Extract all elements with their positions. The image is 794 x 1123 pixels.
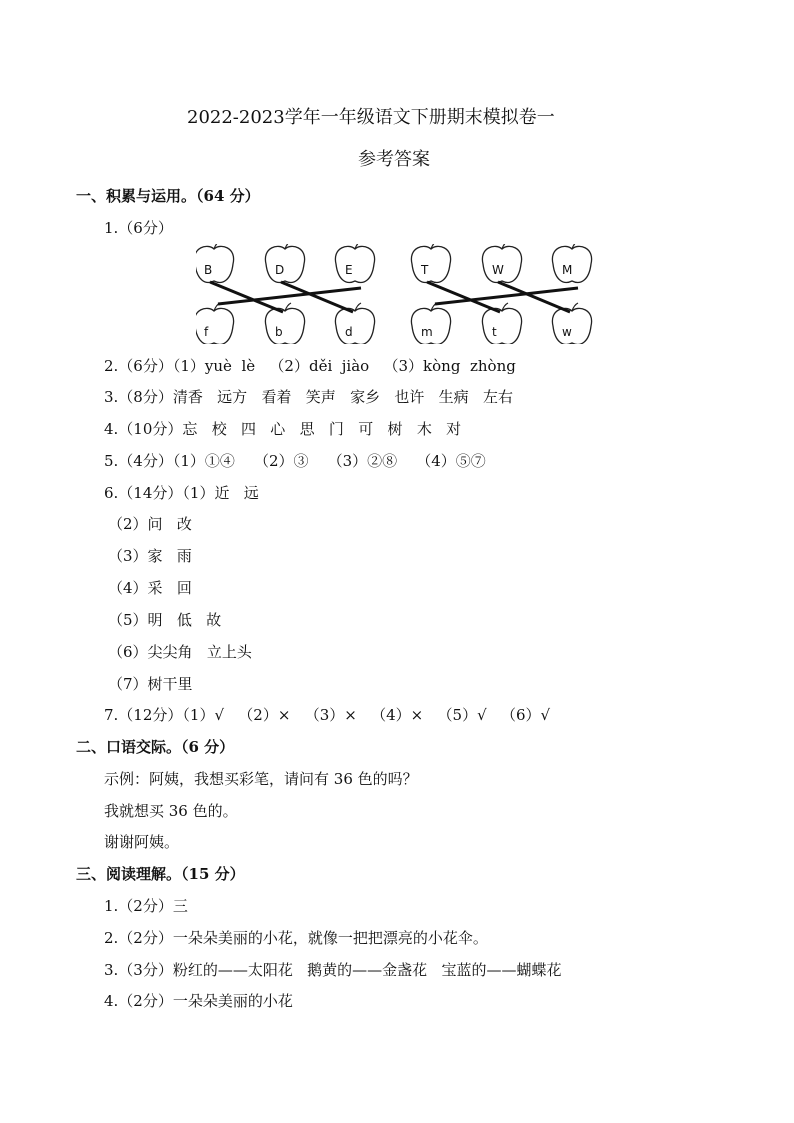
match-line-5	[435, 288, 578, 304]
apple-bottom-4	[482, 303, 521, 344]
apple-top-4	[482, 244, 521, 282]
section-3-heading: 三、阅读理解。（15 分）	[76, 865, 245, 883]
apple-letter: W	[492, 263, 504, 277]
q6-part-6: （6）尖尖角 立上头	[108, 643, 252, 661]
apple-top-3	[411, 244, 450, 282]
q6-part-4: （4）采 回	[108, 579, 192, 597]
q6-part-7: （7）树干里	[108, 675, 193, 693]
reading-q2-answer: 2.（2分）一朵朵美丽的小花，就像一把把漂亮的小花伞。	[104, 929, 488, 947]
apple-bottom-1	[265, 303, 304, 344]
apple-letter: w	[562, 325, 572, 339]
reading-q3-answer: 3.（3分）粉红的——太阳花 鹅黄的——金盏花 宝蓝的——蝴蝶花	[104, 961, 562, 979]
apple-letter: m	[421, 325, 433, 339]
apple-top-1	[265, 244, 304, 282]
apple-letter: b	[275, 325, 283, 339]
apple-letter: D	[275, 263, 285, 277]
apple-bottom-2	[335, 303, 374, 344]
apple-letter: T	[421, 263, 429, 277]
apple-top-2	[335, 244, 374, 282]
section-2-heading: 二、口语交际。（6 分）	[76, 738, 235, 756]
dialogue-line-1: 示例：阿姨，我想买彩笔，请问有 36 色的吗？	[104, 770, 418, 788]
page-subtitle: 参考答案	[358, 149, 430, 170]
q3-answer: 3.（8分）清香 远方 看着 笑声 家乡 也许 生病 左右	[104, 388, 513, 406]
apple-top-5	[552, 244, 591, 282]
apple-bottom-5	[552, 303, 591, 344]
apple-letter: B	[204, 263, 213, 277]
reading-q1-answer: 1.（2分）三	[104, 897, 188, 915]
apple-matching-diagram	[196, 244, 596, 344]
apple-letter: M	[562, 263, 573, 277]
section-1-heading: 一、积累与运用。（64 分）	[76, 187, 260, 205]
reading-q4-answer: 4.（2分）一朵朵美丽的小花	[104, 992, 293, 1010]
dialogue-line-3: 谢谢阿姨。	[104, 833, 180, 851]
q7-answer: 7.（12分）（1）√ （2）× （3）× （4）× （5）√ （6）√	[104, 706, 551, 724]
q6-part-3: （3）家 雨	[108, 547, 192, 565]
q6-part-5: （5）明 低 故	[108, 611, 222, 629]
q1-label: 1.（6分）	[104, 219, 173, 237]
q6-answer: 6.（14分）（1）近 远	[104, 484, 259, 502]
match-line-2	[218, 288, 361, 304]
apple-letter: f	[204, 325, 209, 339]
q5-answer: 5.（4分）（1）①④ （2）③ （3）②⑧ （4）⑤⑦	[104, 452, 486, 470]
q2-answer: 2.（6分）（1）yuè lè （2）děi jiào （3）kòng zhòng	[104, 357, 516, 375]
apple-bottom-3	[411, 303, 450, 344]
apple-bottom-0	[196, 303, 234, 344]
apple-letter: d	[345, 325, 353, 339]
page-title: 2022-2023学年一年级语文下册期末模拟卷一	[187, 107, 555, 128]
q6-part-2: （2）问 改	[108, 515, 192, 533]
q4-answer: 4.（10分）忘 校 四 心 思 门 可 树 木 对	[104, 420, 462, 438]
apple-letter: t	[492, 325, 497, 339]
dialogue-line-2: 我就想买 36 色的。	[104, 802, 238, 820]
apple-letter: E	[345, 263, 353, 277]
apple-top-0	[196, 244, 234, 282]
